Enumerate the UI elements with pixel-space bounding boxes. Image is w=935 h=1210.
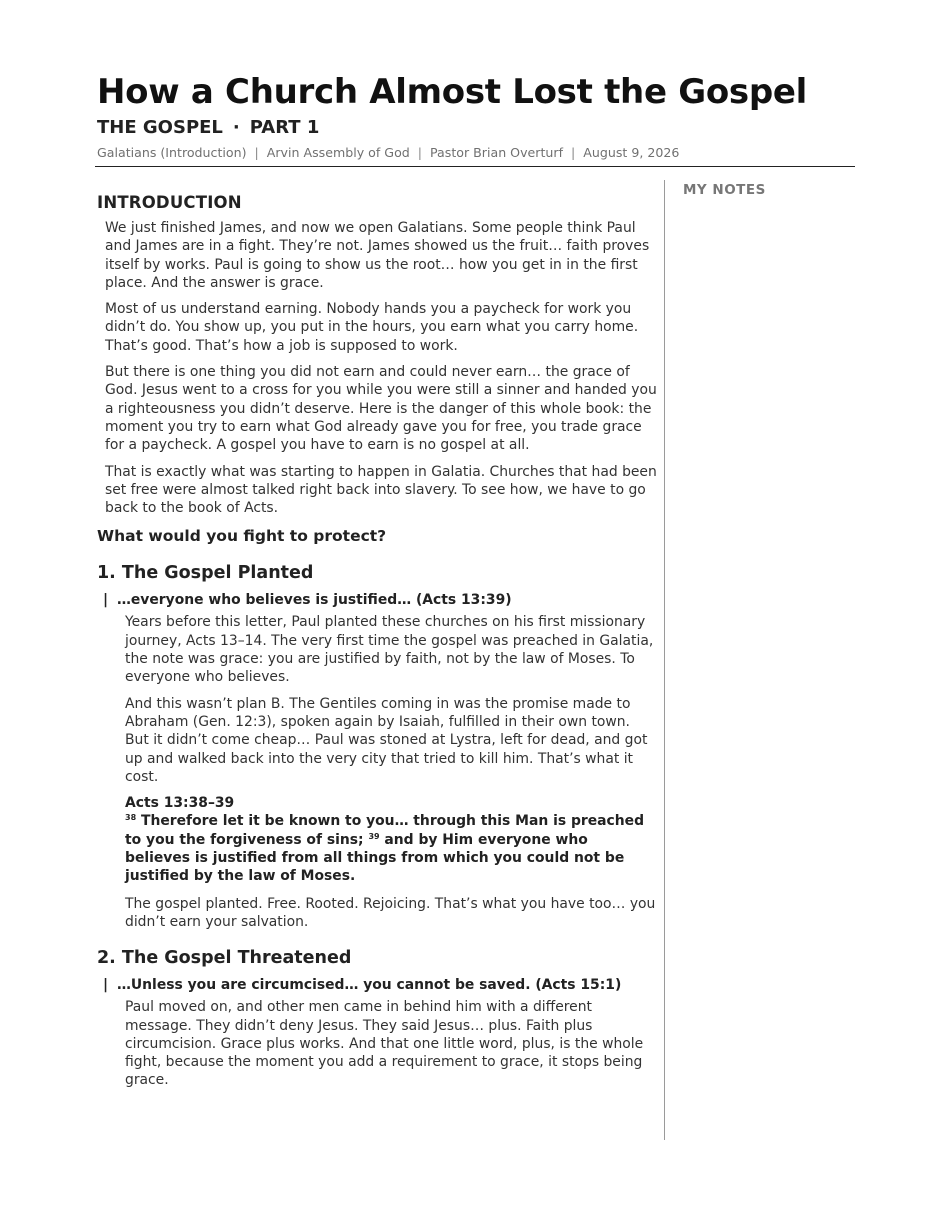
scripture-reference: Acts 13:38–39 [125, 795, 235, 812]
meta-church: Arvin Assembly of God [266, 145, 410, 160]
header-divider [95, 166, 855, 167]
meta-date: August 9, 2026 [583, 145, 680, 160]
meta-divider: | [254, 145, 259, 160]
sermon-meta [97, 144, 679, 162]
point-body [125, 613, 657, 931]
point-paragraph: And this wasn’t plan B. The Gentiles coming in was the promise made to Abraham (Gen. 12:3), spoken again by Isaiah, fulfilled in their own town. But it didn’t come cheap… Paul was stoned at Lystra, left for dead, and got up and walked back into the very city that tried to kill him. That’s what it cost. [125, 695, 648, 785]
key-verse-text: …Unless you are circumcised… you cannot be saved. (Acts 15:1) [117, 977, 622, 994]
verse-text: Therefore let it be known to you… through this Man is preached to you the forgiveness of sins; [125, 813, 645, 848]
scripture-passage [125, 812, 657, 885]
intro-paragraph: That is exactly what was starting to happen in Galatia. Churches that had been set free were almost talked right back into slavery. To see how, we have to go back to the book of Acts. [105, 463, 657, 517]
series-name: THE GOSPEL [97, 117, 223, 138]
series-subtitle [97, 116, 319, 140]
point-heading: 1. The Gospel Planted [97, 563, 314, 584]
introduction-heading: INTRODUCTION [97, 193, 242, 212]
introduction-section [97, 192, 657, 517]
verse-text: and by Him everyone who believes is justified from all things from which you could not be justified by the law of Moses. [125, 831, 625, 885]
point-closing: The gospel planted. Free. Rooted. Rejoicing. That’s what you have too… you didn’t earn your salvation. [125, 895, 656, 930]
key-verse-bar: | [103, 977, 109, 994]
page-title: How a Church Almost Lost the Gospel [97, 72, 808, 112]
intro-paragraph: We just finished James, and now we open Galatians. Some people think Paul and James are in a fight. They’re not. James showed us the fruit… faith proves itself by works. Paul is going to show us the root… how you get in in the first place. And the answer is grace. [105, 220, 650, 291]
intro-paragraph: But there is one thing you did not earn and could never earn… the grace of God. Jesus went to a cross for you while you were still a sinner and handed you a righteousness you didn’t deserve. Here is the danger of this whole book: the moment you try to earn what God already gave you for free, you trade grace for a paycheck. A gospel you have to earn is no gospel at all. [105, 364, 657, 454]
key-verse-text: …everyone who believes is justified… (Acts 13:39) [117, 592, 512, 609]
point-heading: 2. The Gospel Threatened [97, 948, 352, 969]
verse-number: 39 [368, 831, 380, 841]
reflection-question: What would you fight to protect? [97, 527, 387, 546]
point-1-section [97, 561, 657, 931]
notes-column-divider [664, 180, 665, 1140]
point-body [125, 998, 657, 1089]
key-verse-bar: | [103, 592, 109, 609]
intro-paragraph: Most of us understand earning. Nobody hands you a paycheck for work you didn’t do. You show up, you put in the hours, you earn what you carry home. That’s good. That’s how a job is supposed to work. [105, 301, 639, 354]
key-verse [103, 976, 657, 994]
key-verse [103, 591, 657, 609]
point-2-section [97, 946, 657, 1089]
notes-label: MY NOTES [683, 182, 766, 198]
point-paragraph: Years before this letter, Paul planted these churches on his first missionary journey, Acts 13–14. The very first time the gospel was preached in Galatia, the note was grace: you are justified by faith, not by the law of Moses. To everyone who believes. [125, 614, 654, 686]
point-paragraph: Paul moved on, and other men came in behind him with a different message. They didn’t deny Jesus. They said Jesus… plus. Faith plus circumcision. Grace plus works. And that one little word, plus, is the whole fight, because the moment you add a requirement to grace, it stops being grace. [125, 999, 644, 1089]
main-column [97, 192, 657, 1105]
verse-number: 38 [125, 813, 137, 823]
meta-pastor: Pastor Brian Overturf [430, 145, 564, 160]
meta-divider: | [417, 145, 423, 160]
series-part: PART 1 [249, 117, 320, 138]
meta-divider: | [571, 145, 576, 160]
meta-passage: Galatians (Introduction) [97, 145, 247, 160]
subtitle-separator: · [232, 117, 240, 138]
